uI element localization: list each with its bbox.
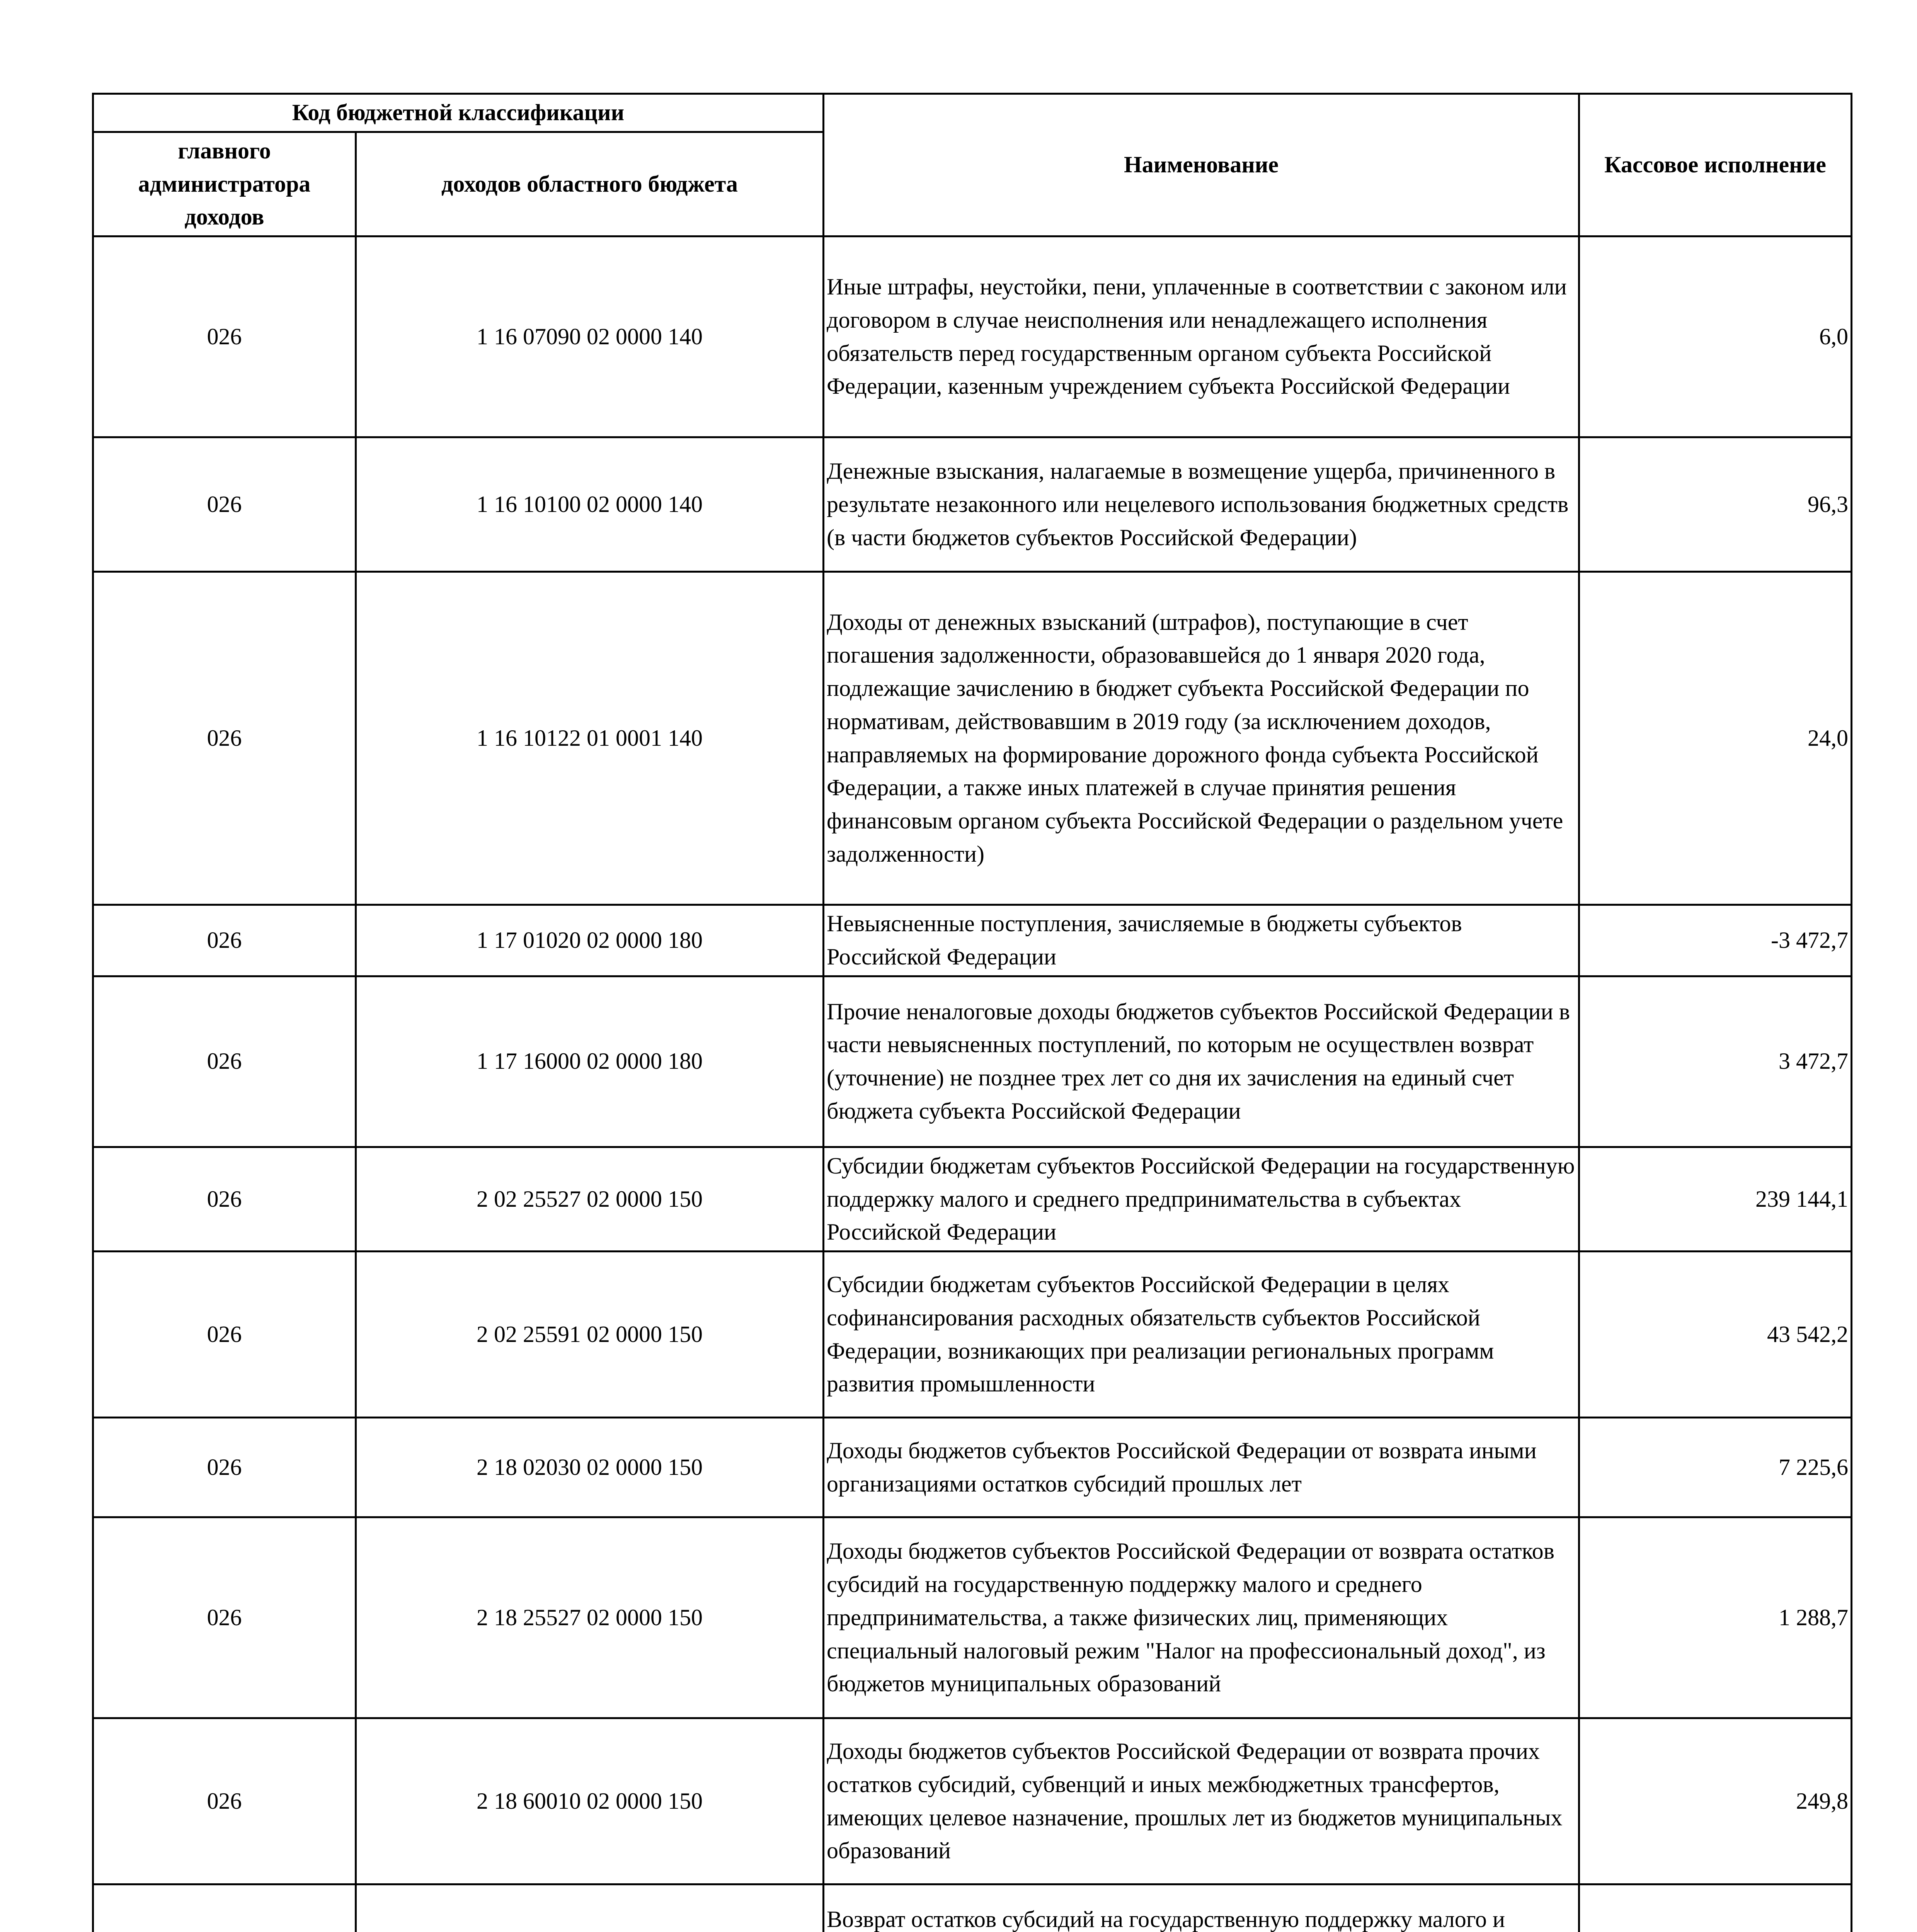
cell-name: Иные штрафы, неустойки, пени, уплаченные в соответствии с законом или договором в случае неисполнения или ненадлежащего исполнения обязательств перед государственным органом субъекта Российской Федерации, казенным учреждением субъекта Российской Федерации	[824, 236, 1579, 437]
cell-revenue-code: 1 16 10122 01 0001 140	[356, 572, 824, 905]
table-row	[93, 905, 1852, 976]
cell-amount: 43 542,2	[1579, 1252, 1852, 1418]
cell-amount: 6,0	[1579, 236, 1852, 437]
cell-name: Субсидии бюджетам субъектов Российской Федерации на государственную поддержку малого и среднего предпринимательства в субъектах Российской Федерации	[824, 1147, 1579, 1251]
cell-admin-code: 026	[93, 1418, 356, 1517]
cell-admin-code: 026	[93, 572, 356, 905]
table-row	[93, 1147, 1852, 1251]
cell-admin-code: 026	[93, 236, 356, 437]
cell-revenue-code: 2 02 25527 02 0000 150	[356, 1147, 824, 1251]
table-row	[93, 1884, 1852, 1932]
cell-admin-code: 026	[93, 437, 356, 572]
table-row	[93, 236, 1852, 437]
cell-revenue-code: 2 02 25591 02 0000 150	[356, 1252, 824, 1418]
table-row	[93, 437, 1852, 572]
cell-name: Денежные взыскания, налагаемые в возмещение ущерба, причиненного в результате незаконного или нецелевого использования бюджетных средств (в части бюджетов субъектов Российской Федерации)	[824, 437, 1579, 572]
cell-admin-code: 026	[93, 1718, 356, 1884]
table-row	[93, 1418, 1852, 1517]
cell-admin-code: 026	[93, 976, 356, 1147]
cell-admin-code: 026	[93, 1252, 356, 1418]
cell-admin-code: 026	[93, 1147, 356, 1251]
table-row	[93, 572, 1852, 905]
cell-name: Доходы бюджетов субъектов Российской Федерации от возврата остатков субсидий на государственную поддержку малого и среднего предпринимательства, а также физических лиц, применяющих специальный налоговый режим "Налог на профессиональный доход", из бюджетов муниципальных образований	[824, 1517, 1579, 1718]
header-amount: Кассовое исполнение	[1579, 94, 1852, 236]
budget-table	[92, 93, 1852, 1932]
cell-name: Невыясненные поступления, зачисляемые в бюджеты субъектов Российской Федерации	[824, 905, 1579, 976]
header-budget-classification: Код бюджетной классификации	[93, 94, 824, 132]
cell-amount: 96,3	[1579, 437, 1852, 572]
cell-name: Прочие неналоговые доходы бюджетов субъектов Российской Федерации в части невыясненных поступлений, по которым не осуществлен возврат (уточнение) не позднее трех лет со дня их зачисления на единый счет бюджета субъекта Российской Федерации	[824, 976, 1579, 1147]
cell-amount: 24,0	[1579, 572, 1852, 905]
table-row	[93, 976, 1852, 1147]
cell-name: Возврат остатков субсидий на государственную поддержку малого и	[824, 1884, 1579, 1932]
cell-amount	[1579, 1884, 1852, 1932]
cell-amount: 1 288,7	[1579, 1517, 1852, 1718]
table-row	[93, 1718, 1852, 1884]
table-row	[93, 1517, 1852, 1718]
cell-amount: 3 472,7	[1579, 976, 1852, 1147]
header-revenue-code: доходов областного бюджета	[356, 132, 824, 236]
cell-revenue-code: 1 17 01020 02 0000 180	[356, 905, 824, 976]
table-row	[93, 1252, 1852, 1418]
cell-admin-code: 026	[93, 905, 356, 976]
cell-name: Субсидии бюджетам субъектов Российской Федерации в целях софинансирования расходных обязательств субъектов Российской Федерации, возникающих при реализации региональных программ развития промышленности	[824, 1252, 1579, 1418]
cell-name: Доходы от денежных взысканий (штрафов), поступающие в счет погашения задолженности, образовавшейся до 1 января 2020 года, подлежащие зачислению в бюджет субъекта Российской Федерации по нормативам, действовавшим в 2019 году (за исключением доходов, направляемых на формирование дорожного фонда субъекта Российской Федерации, а также иных платежей в случае принятия решения финансовым органом субъекта Российской Федерации о раздельном учете задолженности)	[824, 572, 1579, 905]
cell-revenue-code: 1 16 07090 02 0000 140	[356, 236, 824, 437]
cell-admin-code	[93, 1884, 356, 1932]
cell-amount: 7 225,6	[1579, 1418, 1852, 1517]
cell-amount: 239 144,1	[1579, 1147, 1852, 1251]
cell-revenue-code: 2 18 02030 02 0000 150	[356, 1418, 824, 1517]
cell-revenue-code: 2 18 60010 02 0000 150	[356, 1718, 824, 1884]
cell-amount: -3 472,7	[1579, 905, 1852, 976]
cell-revenue-code: 1 17 16000 02 0000 180	[356, 976, 824, 1147]
cell-revenue-code: 2 18 25527 02 0000 150	[356, 1517, 824, 1718]
cell-admin-code: 026	[93, 1517, 356, 1718]
table-header	[93, 94, 1852, 236]
header-name: Наименование	[824, 94, 1579, 236]
cell-revenue-code: 1 16 10100 02 0000 140	[356, 437, 824, 572]
cell-amount: 249,8	[1579, 1718, 1852, 1884]
cell-name: Доходы бюджетов субъектов Российской Федерации от возврата прочих остатков субсидий, субвенций и иных межбюджетных трансфертов, имеющих целевое назначение, прошлых лет из бюджетов муниципальных образований	[824, 1718, 1579, 1884]
table-body	[93, 236, 1852, 1932]
header-admin-code: главного администратора доходов	[93, 132, 356, 236]
cell-name: Доходы бюджетов субъектов Российской Федерации от возврата иными организациями остатков субсидий прошлых лет	[824, 1418, 1579, 1517]
cell-revenue-code	[356, 1884, 824, 1932]
